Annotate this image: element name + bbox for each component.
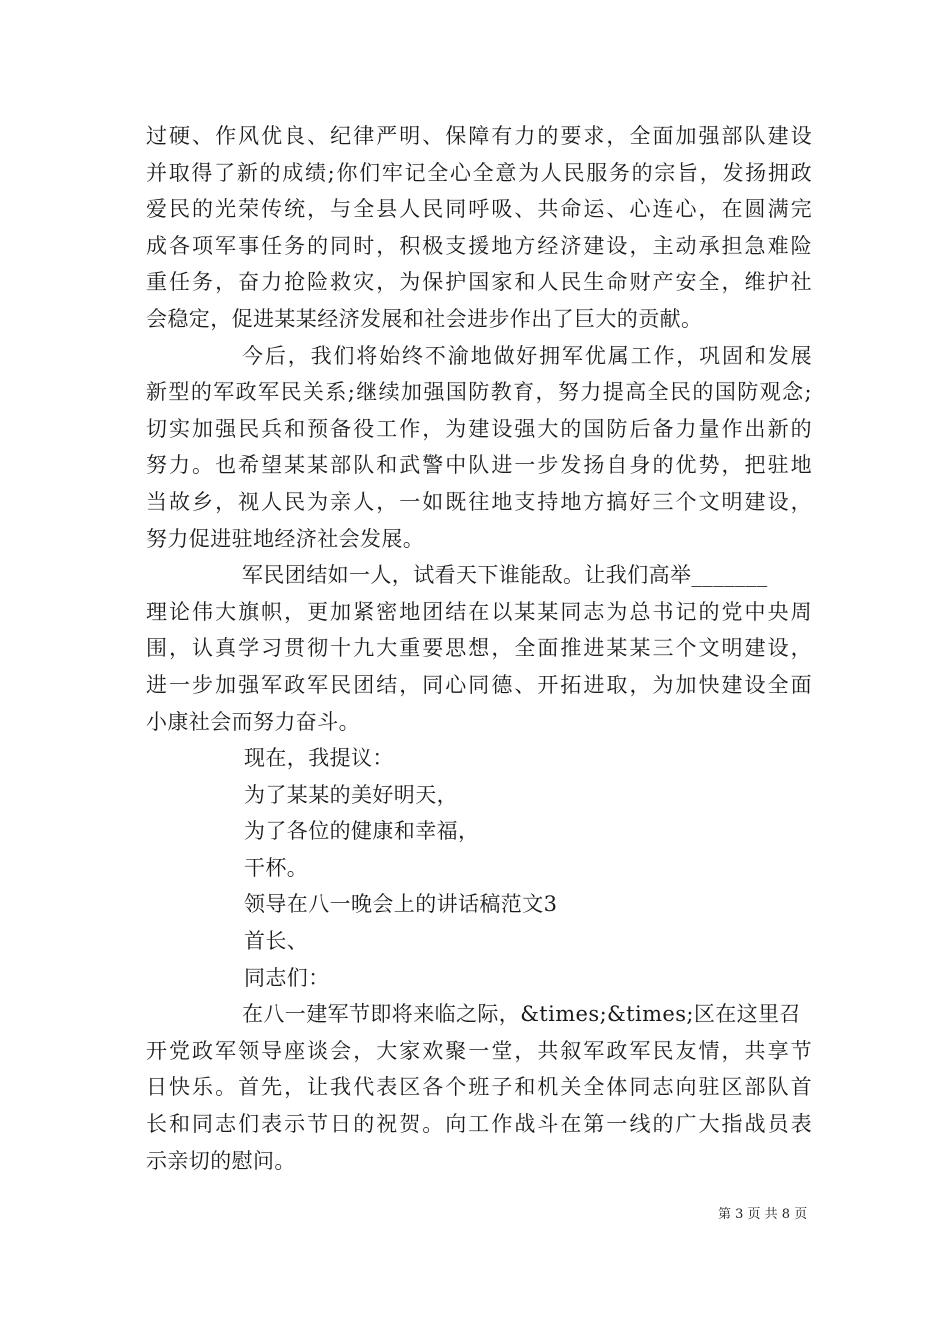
text-line: 示亲切的慰问。 [146, 1148, 296, 1173]
text-line: 日快乐。首先，让我代表区各个班子和机关全体同志向驻区部队首 [146, 1075, 812, 1100]
text-line: 新型的军政军民关系;继续加强国防教育，努力提高全民的国防观念; [146, 380, 812, 405]
text-line: 进一步加强军政军民团结，同心同德、开拓进取，为加快建设全面 [146, 672, 812, 697]
text-line: 并取得了新的成绩;你们牢记全心全意为人民服务的宗旨，发扬拥政 [146, 160, 812, 185]
text-line: 理论伟大旗帜，更加紧密地团结在以某某同志为总书记的党中央周 [146, 599, 812, 624]
toast-line: 为了某某的美好明天， [244, 782, 458, 807]
text-line: 爱民的光荣传统，与全县人民同呼吸、共命运、心连心，在圆满完 [146, 197, 812, 222]
text-line: 围，认真学习贯彻十九大重要思想，全面推进某某三个文明建设， [146, 636, 812, 661]
text-line: 当故乡，视人民为亲人，一如既往地支持地方搞好三个文明建设， [146, 489, 812, 514]
text-line: 重任务，奋力抢险救灾，为保护国家和人民生命财产安全，维护社 [146, 270, 812, 295]
page-number: 第 3 页 共 8 页 [718, 1207, 808, 1222]
text-line: 会稳定，促进某某经济发展和社会进步作出了巨大的贡献。 [146, 306, 703, 331]
body-text [146, 118, 812, 1179]
text-line: 努力。也希望某某部队和武警中队进一步发扬自身的优势，把驻地 [146, 453, 812, 478]
text-line: 开党政军领导座谈会，大家欢聚一堂，共叙军政军民友情，共享节 [146, 1038, 812, 1063]
salutation-line: 同志们： [244, 965, 330, 990]
text-line: 过硬、作风优良、纪律严明、保障有力的要求，全面加强部队建设 [146, 124, 812, 148]
section-title: 领导在八一晚会上的讲话稿范文3 [244, 892, 558, 917]
text-line: 长和同志们表示节日的祝贺。向工作战斗在第一线的广大指战员表 [146, 1112, 812, 1137]
salutation-line: 首长、 [244, 929, 309, 954]
text-line: 成各项军事任务的同时，积极支援地方经济建设，主动承担急难险 [146, 233, 812, 258]
toast-line: 为了各位的健康和幸福， [244, 819, 480, 844]
text-line: 军民团结如一人，试看天下谁能敌。让我们高举_______ [242, 563, 768, 588]
toast-line: 现在，我提议： [244, 746, 394, 771]
text-line: 小康社会而努力奋斗。 [146, 709, 360, 734]
toast-line: 干杯。 [244, 855, 309, 880]
text-line: 今后，我们将始终不渝地做好拥军优属工作，巩固和发展 [242, 343, 812, 368]
text-line: 努力促进驻地经济社会发展。 [146, 526, 425, 551]
text-line: 在八一建军节即将来临之际，&times;&times;区在这里召 [242, 1002, 801, 1027]
text-line: 切实加强民兵和预备役工作，为建设强大的国防后备力量作出新的 [146, 416, 812, 441]
